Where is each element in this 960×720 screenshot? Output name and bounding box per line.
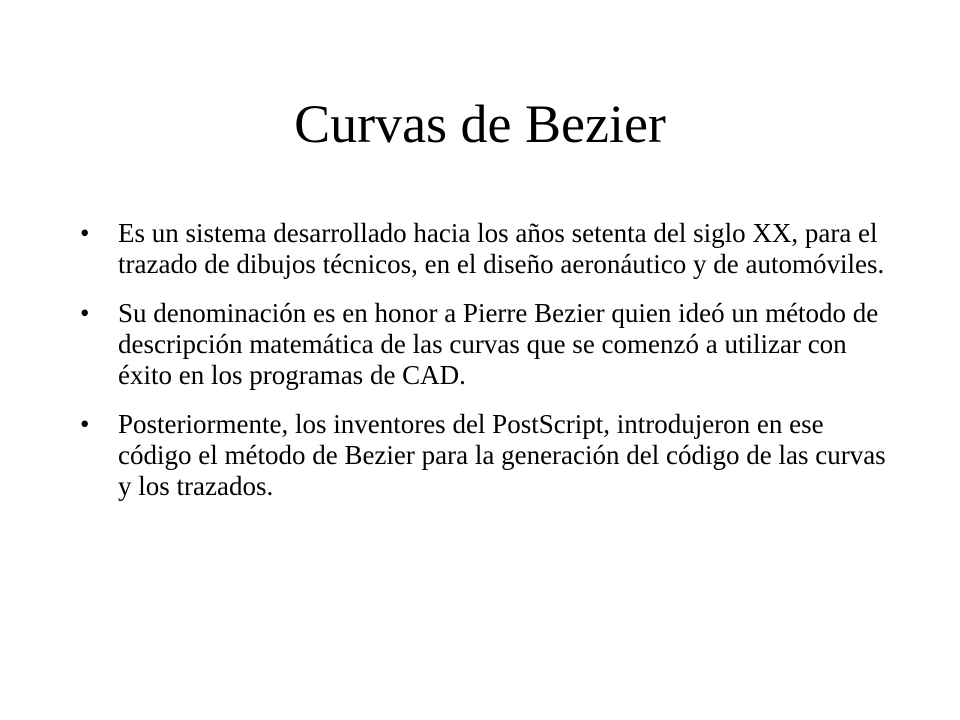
bullet-icon: •	[80, 218, 90, 248]
bullet-item	[80, 298, 900, 391]
bullet-icon: •	[80, 298, 90, 328]
bullet-text: Su denominación es en honor a Pierre Bezier quien ideó un método de descripción matemática de las curvas que se comenzó a utilizar con éxito en los programas de CAD.	[118, 298, 879, 390]
bullet-text: Posteriormente, los inventores del PostScript, introdujeron en ese código el método de Bezier para la generación del código de las curvas y los trazados.	[118, 409, 886, 501]
bullet-item	[80, 409, 900, 502]
bullet-list	[80, 218, 900, 520]
slide-title: Curvas de Bezier	[294, 94, 666, 154]
bullet-item	[80, 218, 900, 280]
bullet-text: Es un sistema desarrollado hacia los años setenta del siglo XX, para el trazado de dibujos técnicos, en el diseño aeronáutico y de automóviles.	[118, 218, 885, 279]
bullet-icon: •	[80, 409, 90, 439]
